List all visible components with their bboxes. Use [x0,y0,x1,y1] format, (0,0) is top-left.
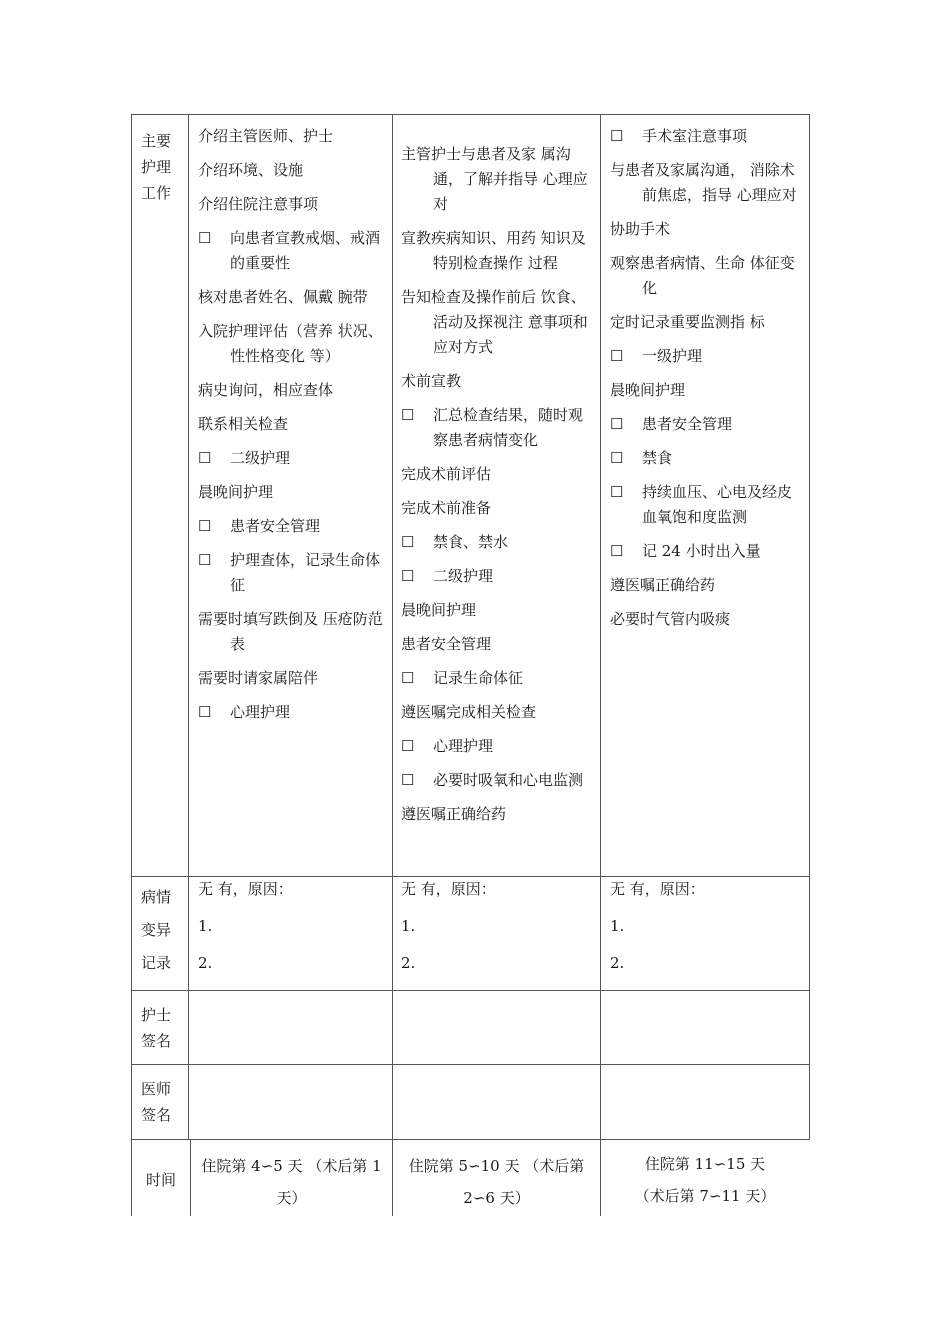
checklist-item [198,446,386,471]
item-text: 晨晚间护理 [198,483,274,501]
variation-item-2: 2. [198,954,213,972]
variation-reason: 无 有，原因： [401,880,496,898]
nursing-item [401,496,595,521]
nursing-item [610,217,804,242]
nursing-item [198,319,386,369]
nursing-item [401,462,595,487]
checklist-item [610,344,804,369]
item-text: 晨晚间护理 [610,381,686,399]
nursing-item [401,700,595,725]
nursing-item [198,158,386,183]
variation-column-2 [401,877,595,988]
item-text: 协助手术 [610,220,671,238]
checklist-item [401,768,595,793]
item-text: 宣教疾病知识、用药 知识及特别检查操作 过程 [401,229,586,272]
checkbox-icon[interactable]: ☐ [198,517,212,535]
nursing-item [198,607,386,657]
nursing-item [610,378,804,403]
variation-item-1: 1. [198,917,213,935]
item-text: 二级护理 [230,449,291,467]
variation-item-1: 1. [610,917,625,935]
nursing-column-3 [610,124,804,641]
checkbox-icon[interactable]: ☐ [610,127,624,145]
checkbox-icon[interactable]: ☐ [610,347,624,365]
item-text: 介绍主管医师、护士 [198,127,334,145]
nursing-item [401,802,595,827]
nursing-item [401,632,595,657]
checkbox-icon[interactable]: ☐ [401,533,415,551]
variation-reason: 无 有，原因： [198,880,293,898]
nurse-sign-field-1[interactable] [189,991,392,1064]
item-text: 汇总检查结果，随时观察患者病情变化 [433,406,584,449]
nursing-item [198,480,386,505]
checklist-item [198,548,386,598]
checklist-item [401,734,595,759]
item-text: 病史询问，相应查体 [198,381,334,399]
checklist-item [198,514,386,539]
item-text: 患者安全管理 [401,635,492,653]
nurse-sign-label: 护士 签名 [141,1006,172,1050]
item-text: 术前宣教 [401,372,462,390]
variation-reason: 无 有，原因： [610,880,705,898]
item-text: 手术室注意事项 [642,127,748,145]
variation-item-1: 1. [401,917,416,935]
item-text: 晨晚间护理 [401,601,477,619]
variation-row-label: 病情 变异 记录 [141,888,172,972]
time-column-3: 住院第 11∽15 天 （术后第 7∽11 天） [634,1155,776,1205]
item-text: 介绍住院注意事项 [198,195,319,213]
variation-item-2: 2. [401,954,416,972]
item-text: 告知检查及操作前后 饮食、活动及探视注 意事项和应对方式 [401,288,588,356]
checkbox-icon[interactable]: ☐ [610,483,624,501]
nursing-item [401,369,595,394]
nursing-item [198,378,386,403]
item-text: 患者安全管理 [230,517,321,535]
item-text: 需要时填写跌倒及 压疮防范表 [198,610,383,653]
item-text: 核对患者姓名、佩戴 腕带 [198,288,368,306]
nursing-item [198,124,386,149]
doctor-sign-field-2[interactable] [393,1065,600,1139]
item-text: 主管护士与患者及家 属沟通，了解并指导 心理应对 [401,145,588,213]
variation-column-1 [198,877,386,988]
item-text: 遵医嘱正确给药 [401,805,507,823]
nurse-sign-field-2[interactable] [393,991,600,1064]
nursing-item [610,251,804,301]
nursing-column-1 [198,124,386,734]
item-text: 向患者宣教戒烟、戒酒的重要性 [230,229,381,272]
nursing-item [610,607,804,632]
variation-column-3 [610,877,804,988]
nursing-item [198,666,386,691]
nursing-item [610,310,804,335]
item-text: 联系相关检查 [198,415,289,433]
item-text: 观察患者病情、生命 体征变化 [610,254,795,297]
item-text: 与患者及家属沟通， 消除术前焦虑，指导 心理应对 [610,161,797,204]
nursing-item [198,412,386,437]
doctor-sign-field-1[interactable] [189,1065,392,1139]
item-text: 完成术前准备 [401,499,492,517]
checklist-item [610,412,804,437]
item-text: 介绍环境、设施 [198,161,304,179]
nursing-item [198,285,386,310]
item-text: 护理查体，记录生命体征 [230,551,381,594]
item-text: 记录生命体征 [433,669,524,687]
item-text: 遵医嘱完成相关检查 [401,703,537,721]
item-text: 患者安全管理 [642,415,733,433]
checklist-item [198,700,386,725]
item-text: 禁食 [642,449,673,467]
checklist-item [610,446,804,471]
item-text: 定时记录重要监测指 标 [610,313,765,331]
time-column-2: 住院第 5∽10 天 （术后第 2∽6 天） [408,1157,585,1207]
checkbox-icon[interactable]: ☐ [610,449,624,467]
item-text: 遵医嘱正确给药 [610,576,716,594]
checklist-item [401,564,595,589]
item-text: 记 24 小时出入量 [642,542,761,560]
nursing-row-label: 主要 护理 工作 [141,132,172,202]
checkbox-icon[interactable]: ☐ [401,406,415,424]
item-text: 必要时气管内吸痰 [610,610,731,628]
nursing-item [401,598,595,623]
time-column-1: 住院第 4∽5 天 （术后第 1 天） [201,1157,382,1207]
item-text: 二级护理 [433,567,494,585]
checkbox-icon[interactable]: ☐ [610,415,624,433]
doctor-sign-label: 医师 签名 [141,1080,172,1124]
nursing-item [198,192,386,217]
nursing-item [610,573,804,598]
item-text: 一级护理 [642,347,703,365]
item-text: 入院护理评估（营养 状况、性性格变化 等） [198,322,383,365]
checklist-item [401,530,595,555]
nursing-item [401,285,595,360]
checkbox-icon[interactable]: ☐ [198,449,212,467]
nursing-column-2 [401,142,595,836]
nursing-item [401,142,595,217]
checkbox-icon[interactable]: ☐ [401,737,415,755]
item-text: 必要时吸氧和心电监测 [433,771,584,789]
item-text: 心理护理 [433,737,494,755]
checkbox-icon[interactable]: ☐ [610,542,624,560]
checkbox-icon[interactable]: ☐ [198,551,212,569]
checklist-item [610,539,804,564]
checklist-item [610,124,804,149]
item-text: 心理护理 [230,703,291,721]
item-text: 需要时请家属陪伴 [198,669,319,687]
item-text: 禁食、禁水 [433,533,509,551]
nurse-sign-field-3[interactable] [601,991,809,1064]
checklist-item [198,226,386,276]
item-text: 完成术前评估 [401,465,492,483]
nursing-item [610,158,804,208]
checklist-item [610,480,804,530]
checkbox-icon[interactable]: ☐ [401,771,415,789]
checkbox-icon[interactable]: ☐ [401,669,415,687]
nursing-item [401,226,595,276]
variation-item-2: 2. [610,954,625,972]
item-text: 持续血压、心电及经皮血氧饱和度监测 [642,483,793,526]
doctor-sign-field-3[interactable] [601,1065,809,1139]
checklist-item [401,403,595,453]
checkbox-icon[interactable]: ☐ [198,229,212,247]
checklist-item [401,666,595,691]
checkbox-icon[interactable]: ☐ [401,567,415,585]
time-label: 时间 [146,1171,177,1189]
checkbox-icon[interactable]: ☐ [198,703,212,721]
